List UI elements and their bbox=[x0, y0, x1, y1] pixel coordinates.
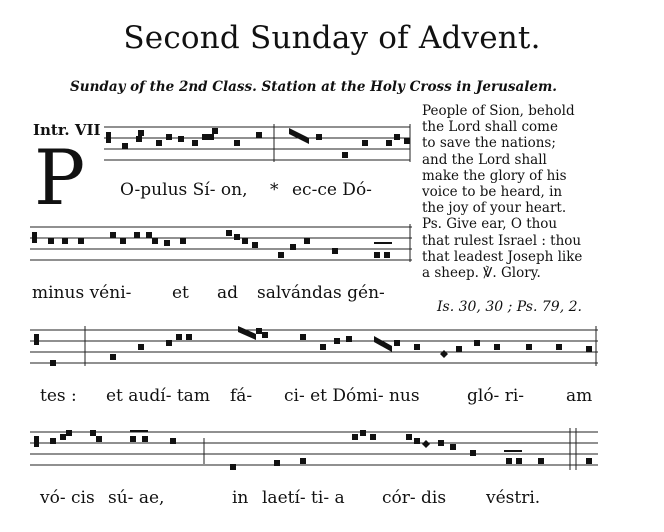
translation-line: and the Lord shall bbox=[422, 151, 547, 168]
lyric-segment: salvándas gén- bbox=[257, 283, 385, 303]
lyric-segment: ec-ce Dó- bbox=[292, 180, 372, 200]
neumes bbox=[34, 326, 592, 366]
initial-letter: P bbox=[34, 133, 86, 222]
neumes bbox=[32, 230, 392, 258]
translation-line: make the glory of his bbox=[422, 167, 567, 184]
chant-staff-4 bbox=[30, 428, 600, 476]
neumes bbox=[106, 128, 410, 158]
lyric-segment: véstri. bbox=[486, 488, 541, 508]
chant-staff-2 bbox=[30, 224, 414, 268]
lyric-segment: et audí- tam bbox=[106, 386, 210, 406]
lyric-segment: O-pulus Sí- on, bbox=[120, 180, 248, 200]
lyric-segment: am bbox=[566, 386, 593, 406]
translation-line: a sheep. ℣. Glory. bbox=[422, 265, 541, 282]
subtitle: Sunday of the 2nd Class. Station at the Holy Cross in Jerusalem. bbox=[70, 79, 557, 95]
page-title: Second Sunday of Advent. bbox=[123, 20, 541, 56]
lyric-segment: fá- bbox=[230, 386, 253, 406]
lyric-segment: gló- ri- bbox=[467, 386, 525, 406]
lyric-segment: laetí- ti- a bbox=[262, 488, 345, 508]
chant-staff-1 bbox=[104, 124, 412, 168]
lyric-segment: ad bbox=[217, 283, 239, 303]
lyric-segment: vó- cis bbox=[40, 488, 95, 508]
translation-line: the Lord shall come bbox=[422, 119, 558, 136]
translation-line: voice to be heard, in bbox=[422, 184, 563, 201]
translation-line: Ps. Give ear, O thou bbox=[422, 216, 558, 233]
scripture-reference: Is. 30, 30 ; Ps. 79, 2. bbox=[437, 299, 582, 315]
lyric-segment: tes : bbox=[40, 386, 77, 406]
introit-mode-label: Intr. VII bbox=[33, 121, 101, 139]
translation-line: that rulest Israel : thou bbox=[422, 232, 582, 249]
lyric-segment: ci- et Dómi- nus bbox=[284, 386, 420, 406]
lyric-segment: in bbox=[232, 488, 249, 508]
lyric-segment: et bbox=[172, 283, 189, 303]
lyric-segment: sú- ae, bbox=[108, 488, 165, 508]
lyric-segment: cór- dis bbox=[382, 488, 447, 508]
translation-line: the joy of your heart. bbox=[422, 200, 567, 217]
lyric-segment: * bbox=[270, 180, 279, 200]
neumes bbox=[34, 430, 592, 470]
introit-translation bbox=[422, 103, 600, 281]
chant-staff-3 bbox=[30, 326, 600, 372]
translation-line: that leadest Joseph like bbox=[422, 248, 583, 265]
lyric-segment: minus véni- bbox=[32, 283, 132, 303]
translation-line: to save the nations; bbox=[422, 135, 556, 152]
translation-line: People of Sion, behold bbox=[422, 103, 575, 119]
